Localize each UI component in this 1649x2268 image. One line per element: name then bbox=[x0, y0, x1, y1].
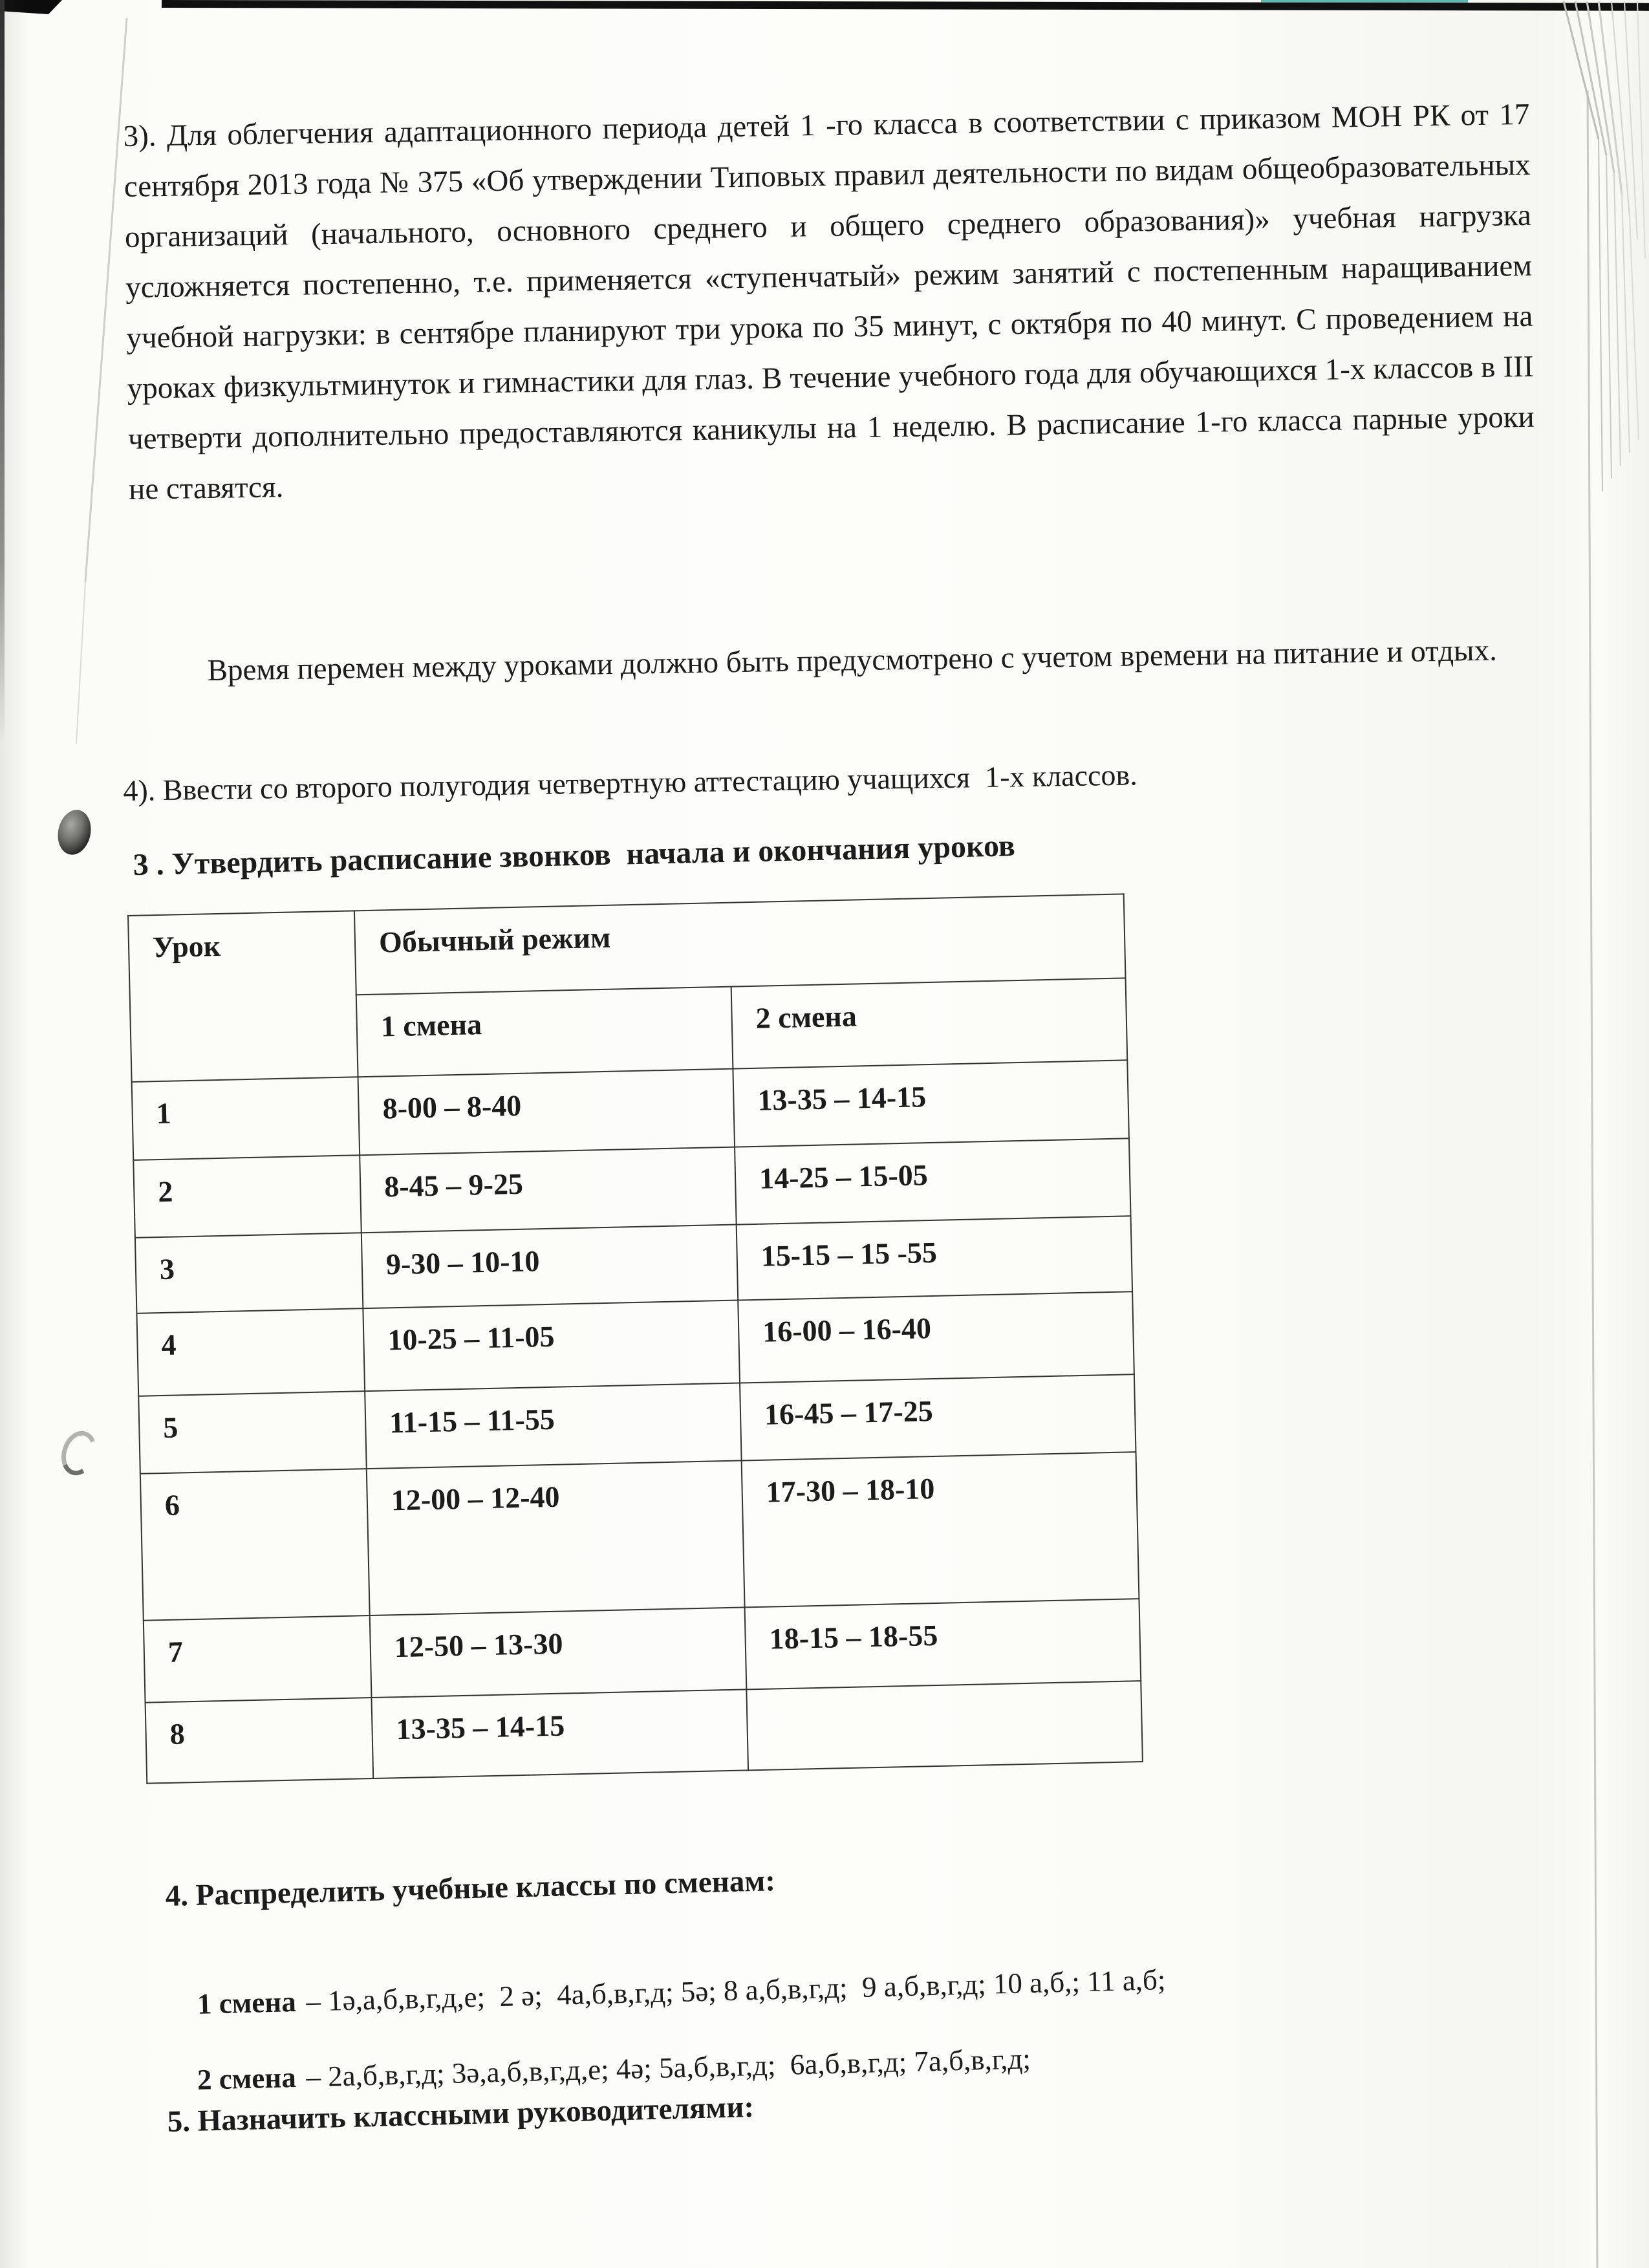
shift1-time: 11-15 – 11-55 bbox=[365, 1383, 741, 1469]
shift2-time bbox=[746, 1681, 1143, 1770]
lesson-number: 7 bbox=[144, 1615, 372, 1703]
lesson-number: 4 bbox=[136, 1308, 365, 1396]
lesson-number: 6 bbox=[140, 1469, 370, 1621]
lesson-number: 3 bbox=[135, 1233, 363, 1313]
shift2-classes: – 2а,б,в,г,д; 3ә,а,б,в,г,д,е; 4ә; 5а,б,в,г,д; 6а,б,в,г,д; 7а,б,в,г,д; bbox=[305, 2042, 1031, 2093]
shift1-time: 13-35 – 14-15 bbox=[371, 1689, 748, 1778]
shift1-classes: – 1ә,а,б,в,г,д,е; 2 ә; 4а,б,в,г,д; 5ә; 8 а,б,в,г,д; 9 а,б,в,г,д; 10 а,б,; 11 а,б; bbox=[305, 1963, 1166, 2018]
item-quarter-attestation: 4). Ввести со второго полугодия четвертную аттестацию учащихся 1-х классов. bbox=[123, 758, 1138, 807]
column-header-regular-mode: Обычный режим bbox=[354, 894, 1126, 995]
shift1-time: 9-30 – 10-10 bbox=[361, 1225, 738, 1309]
shift2-time: 16-45 – 17-25 bbox=[740, 1374, 1136, 1460]
shift1-time: 8-00 – 8-40 bbox=[358, 1069, 735, 1156]
heading-homeroom-teachers: 5. Назначить классными руководителями: bbox=[167, 2090, 755, 2139]
shift2-label: 2 смена bbox=[197, 2060, 297, 2096]
paragraph-break-time: Время перемен между уроками должно быть предусмотрено с учетом времени на питание и отдых. bbox=[207, 633, 1498, 687]
heading-class-distribution: 4. Распределить учебные классы по сменам: bbox=[165, 1864, 776, 1913]
lesson-number: 1 bbox=[132, 1077, 360, 1160]
bell-schedule-table bbox=[127, 893, 1143, 1784]
shift2-time: 14-25 – 15-05 bbox=[735, 1138, 1130, 1224]
shift1-time: 8-45 – 9-25 bbox=[360, 1147, 736, 1233]
column-header-shift1: 1 смена bbox=[356, 987, 733, 1077]
shift2-time: 15-15 – 15 -55 bbox=[737, 1216, 1132, 1300]
shift1-label: 1 смена bbox=[197, 1985, 297, 2020]
column-header-lesson: Урок bbox=[128, 911, 358, 1082]
shift2-time: 13-35 – 14-15 bbox=[733, 1060, 1129, 1147]
shift1-time: 12-00 – 12-40 bbox=[367, 1460, 745, 1615]
lesson-number: 2 bbox=[133, 1155, 361, 1238]
shift2-time: 18-15 – 18-55 bbox=[745, 1599, 1141, 1689]
shift1-time: 10-25 – 11-05 bbox=[363, 1301, 740, 1392]
heading-bell-schedule: 3 . Утвердить расписание звонков начала и окончания уроков bbox=[133, 828, 1016, 882]
shift2-time: 17-30 – 18-10 bbox=[742, 1452, 1139, 1607]
table-row bbox=[140, 1452, 1139, 1621]
lesson-number: 8 bbox=[146, 1698, 374, 1784]
shift1-time: 12-50 – 13-30 bbox=[370, 1607, 747, 1698]
paragraph-adaptation-period: 3). Для облегчения адаптационного периода детей 1 -го класса в соответствии с приказом МОН РК от 17 сентября 2013 года № 375 «Об утверждении Типовых правил деятельности по видам общеобразовательных организаций (начального, основного среднего и общего среднего образования)» учебная нагрузка усложняется постепенно, т.е. применяется «ступенчатый» режим занятий с постепенным наращиванием учебной нагрузки: в сентябре планируют три урока по 35 минут, с октября по 40 минут. С проведением на уроках физкультминуток и гимнастики для глаз. В течение учебного года для обучающихся 1-х классов в III четверти дополнительно предоставляются каникулы на 1 неделю. В расписание 1-го класса парные уроки не ставятся. bbox=[123, 97, 1542, 506]
shift2-time: 16-00 – 16-40 bbox=[738, 1291, 1134, 1383]
column-header-shift2: 2 смена bbox=[731, 978, 1128, 1068]
lesson-number: 5 bbox=[138, 1391, 367, 1474]
